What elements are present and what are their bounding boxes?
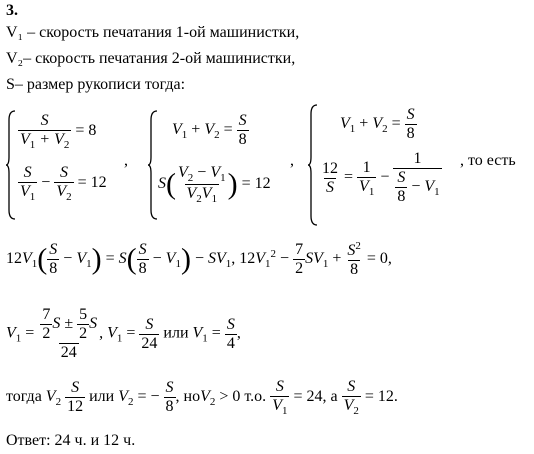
equation-roots: $V_1$ = $\frac{7}{2}$ S ± $\frac{5}{2}$ S 24 , $V_1$ = $\frac{S}{24}$ или $V_1$ = $\frac{S}{4}$ , [6,306,241,361]
problem-number: 3. [6,2,18,19]
comma: , [124,152,128,169]
definition-v2: V₂– скорость печатания 2-ой машинистки, [6,50,296,67]
system2-brace [148,110,158,220]
definition-s: S– размер рукописи тогда: [6,76,186,93]
system1-row2: $\frac{S}{V_1}$ − $\frac{S}{V_2}$ = 12 [20,164,107,203]
system1-row1: $\frac{S}{V_1 + V_2}$ = 8 [20,112,97,151]
equation-conclusion: тогда $V_2$ $\frac{S}{12}$ или $V_2$ = − $\frac{S}{8}$ , ноV$_2$ > 0 т.о. $\frac{S}{V_1}$ = 24, а $\frac{S}{V_2}$ = 12. [6,378,398,417]
answer: Ответ: 24 ч. и 12 ч. [6,432,136,449]
to-est-label: , то есть [460,152,516,169]
equation-expanded: $12V_1$( $\frac{S}{8}$ − $V_1) = S$( $\frac{S}{8}$ − $V_1) - SV_1$, $12V_1^2$ − $\frac{7}{2}$ $SV_1$ + $\frac{S^2}{8}$ = 0, [6,240,392,278]
system3-row1: $V_1 + V_2$ = $\frac{S}{8}$ [340,106,415,142]
definition-v1: V₁ – скорость печатания 1-ой машинистки, [6,24,300,41]
comma: , [290,152,294,169]
system2-row2: S( $\frac{V_2 - V_1}{V_2V_1}$ ) = 12 [158,164,271,205]
system2-row1: $V_1 + V_2$ = $\frac{S}{8}$ [172,112,247,148]
system3-row2: $\frac{12}{S}$ = $\frac{1}{V_1}$ − 1 $\frac{S}{8}$ − $V_1$ [322,150,440,205]
system3-brace [308,104,318,226]
system1-brace [6,110,16,220]
